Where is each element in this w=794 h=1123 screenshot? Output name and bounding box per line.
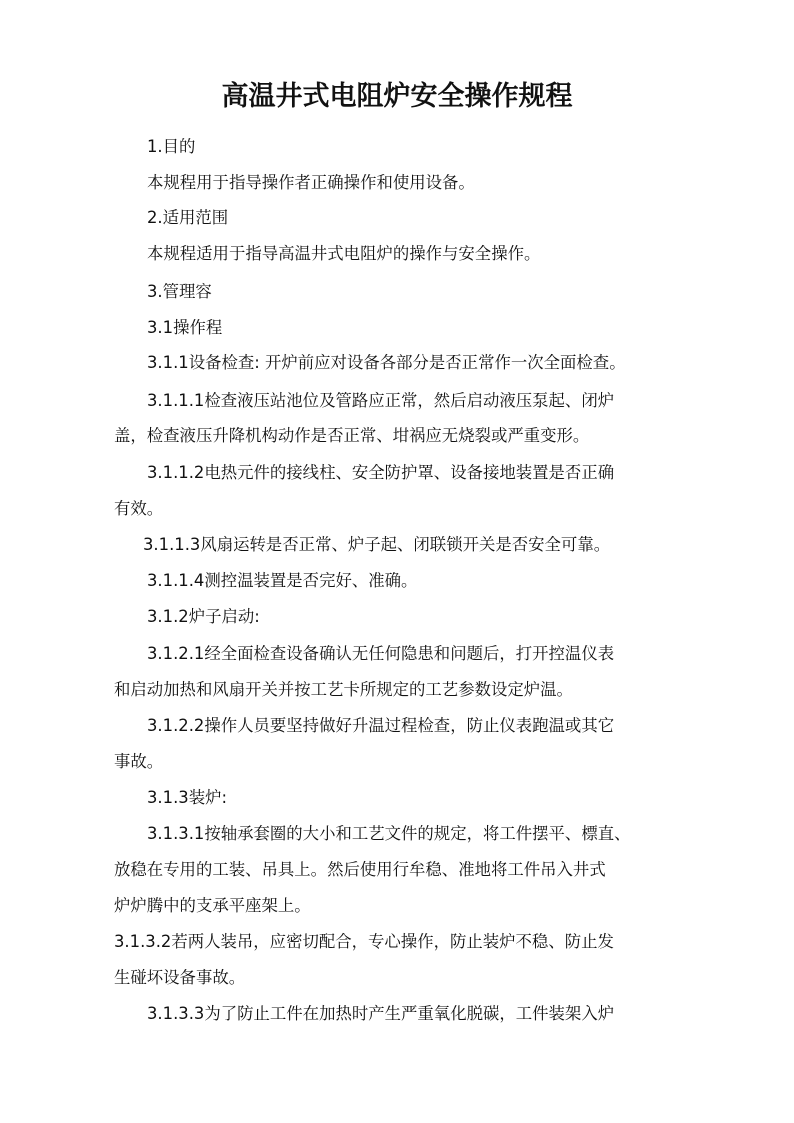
paragraph-line: 3.1.3.1按轴承套圈的大小和工艺文件的规定，将工件摆平、標直、: [147, 824, 631, 843]
paragraph-line: 3.1.1设备检查: 开炉前应对设备各部分是否正常作一次全面检查。: [147, 353, 626, 372]
document-title: 高温井式电阻炉安全操作规程: [221, 81, 573, 112]
paragraph-line: 和启动加热和风扇开关并按工艺卡所规定的工艺参数设定炉温。: [114, 680, 573, 699]
section-heading-purpose: 1.目的: [147, 137, 196, 156]
paragraph-line: 3.1.3.2若两人装吊，应密切配合，专心操作，防止装炉不稳、防止发: [114, 932, 614, 951]
paragraph-line: 本规程适用于指导高温井式电阻炉的操作与安全操作。: [147, 244, 541, 263]
paragraph-line: 事故。: [114, 752, 164, 771]
paragraph-line: 有效。: [114, 499, 164, 518]
paragraph-line: 3.1.1.2电热元件的接线柱、安全防护罩、设备接地装置是否正确: [147, 463, 615, 482]
paragraph-line: 本规程用于指导操作者正确操作和使用设备。: [147, 173, 475, 192]
section-heading-procedure: 3.1操作程: [147, 318, 223, 337]
paragraph-line: 放稳在专用的工装、吊具上。然后使用行牟稳、准地将工件吊入井式: [114, 860, 606, 879]
section-heading-scope: 2.适用范围: [147, 208, 229, 227]
paragraph-line: 3.1.1.1检查液压站池位及管路应正常，然后启动液压泵起、闭炉: [147, 391, 615, 410]
paragraph-line: 3.1.1.3风扇运转是否正常、炉子起、闭联锁开关是否安全可靠。: [143, 535, 611, 554]
paragraph-line: 3.1.2.1经全面检查设备确认无任何隐患和问题后，打开控温仪表: [147, 644, 615, 663]
paragraph-line: 3.1.3.3为了防止工件在加热时产生严重氧化脱碳，工件装架入炉: [147, 1004, 615, 1023]
section-heading-loading: 3.1.3装炉:: [147, 788, 228, 807]
paragraph-line: 3.1.1.4测控温装置是否完好、准确。: [147, 571, 418, 590]
paragraph-line: 3.1.2.2操作人员要坚持做好升温过程检查，防止仪表跑温或其它: [147, 716, 615, 735]
section-heading-management: 3.管理容: [147, 282, 212, 301]
paragraph-line: 炉炉腾中的支承平座架上。: [114, 896, 311, 915]
paragraph-line: 生碰坏设备事故。: [114, 968, 246, 987]
section-heading-startup: 3.1.2炉子启动:: [147, 607, 260, 626]
paragraph-line: 盖，检查液压升降机构动作是否正常、坩祸应无烧裂或严重变形。: [114, 426, 590, 445]
